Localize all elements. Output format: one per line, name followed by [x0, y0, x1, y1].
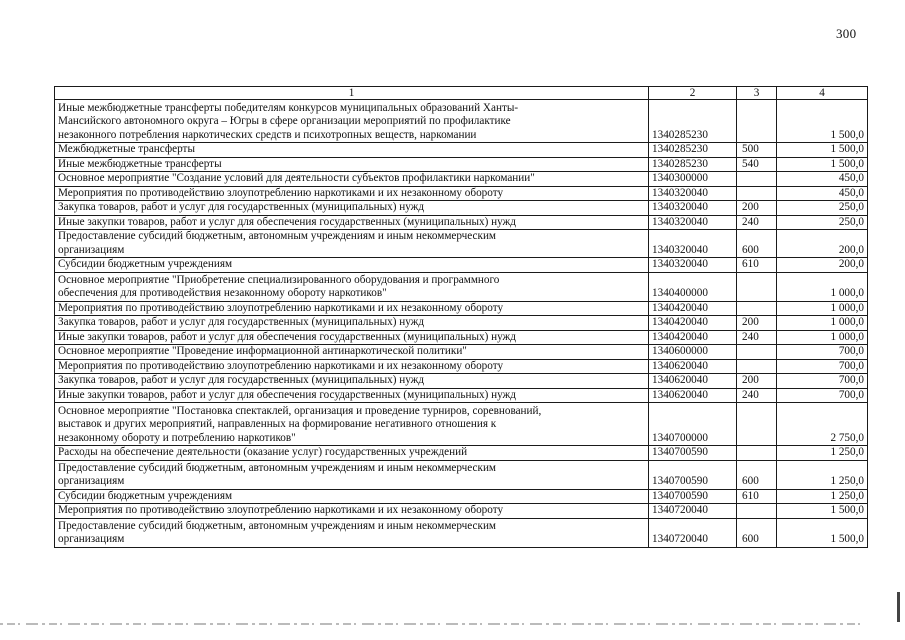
row-sum-cell: 1 000,0	[777, 272, 868, 301]
row-vr-cell: 610	[737, 258, 777, 273]
row-vr-cell	[737, 446, 777, 461]
row-name-cell: Мероприятия по противодействию злоупотреблению наркотиками и их незаконному обороту	[55, 504, 649, 519]
row-vr-cell	[737, 301, 777, 316]
table-row	[55, 489, 868, 504]
row-sum-cell: 2 750,0	[777, 403, 868, 446]
row-vr-cell: 500	[737, 143, 777, 158]
row-vr-cell	[737, 403, 777, 446]
row-sum-cell: 1 000,0	[777, 316, 868, 331]
table-row	[55, 504, 868, 519]
header-col-2: 2	[649, 87, 737, 100]
table-row	[55, 403, 868, 446]
row-csr-cell: 1340600000	[649, 345, 737, 360]
row-sum-cell: 1 000,0	[777, 330, 868, 345]
scan-noise-line	[0, 620, 905, 640]
table-row	[55, 186, 868, 201]
row-csr-cell: 1340320040	[649, 201, 737, 216]
row-vr-cell	[737, 272, 777, 301]
table-row	[55, 258, 868, 273]
row-sum-cell: 1 000,0	[777, 301, 868, 316]
row-name-cell: Основное мероприятие "Проведение информационной антинаркотической политики"	[55, 345, 649, 360]
row-name-cell: Мероприятия по противодействию злоупотреблению наркотиками и их незаконному обороту	[55, 186, 649, 201]
budget-table	[54, 86, 868, 548]
table-row	[55, 388, 868, 403]
row-vr-cell: 600	[737, 230, 777, 258]
row-csr-cell: 1340620040	[649, 359, 737, 374]
row-vr-cell	[737, 100, 777, 143]
row-csr-cell: 1340320040	[649, 230, 737, 258]
row-csr-cell: 1340700000	[649, 403, 737, 446]
table-row	[55, 215, 868, 230]
row-name-cell: Закупка товаров, работ и услуг для государственных (муниципальных) нужд	[55, 316, 649, 331]
row-sum-cell: 450,0	[777, 172, 868, 187]
page-number: 300	[836, 26, 857, 41]
row-vr-cell	[737, 186, 777, 201]
table-row	[55, 359, 868, 374]
row-vr-cell: 240	[737, 388, 777, 403]
row-sum-cell: 1 500,0	[777, 143, 868, 158]
row-name-cell: Иные закупки товаров, работ и услуг для обеспечения государственных (муниципальных) нужд	[55, 215, 649, 230]
row-sum-cell: 200,0	[777, 230, 868, 258]
row-vr-cell: 200	[737, 316, 777, 331]
row-name-cell: Основное мероприятие "Создание условий для деятельности субъектов профилактики наркомании"	[55, 172, 649, 187]
row-vr-cell: 240	[737, 330, 777, 345]
row-name-cell: Основное мероприятие "Постановка спектаклей, организация и проведение турниров, соревнований, выставок и других мероприятий, направленных на формирование негативного отношения к незаконному обороту и потреблению наркотиков"	[55, 403, 649, 446]
header-col-4: 4	[777, 87, 868, 100]
row-name-cell: Предоставление субсидий бюджетным, автономным учреждениям и иным некоммерческим организациям	[55, 230, 649, 258]
row-csr-cell: 1340420040	[649, 330, 737, 345]
row-vr-cell	[737, 172, 777, 187]
row-sum-cell: 700,0	[777, 388, 868, 403]
row-sum-cell: 1 500,0	[777, 100, 868, 143]
row-name-cell: Иные межбюджетные трансферты	[55, 157, 649, 172]
row-name-cell: Мероприятия по противодействию злоупотреблению наркотиками и их незаконному обороту	[55, 301, 649, 316]
row-csr-cell: 1340300000	[649, 172, 737, 187]
row-name-cell: Иные закупки товаров, работ и услуг для обеспечения государственных (муниципальных) нужд	[55, 330, 649, 345]
table-row	[55, 201, 868, 216]
table-row	[55, 143, 868, 158]
table-row	[55, 272, 868, 301]
table-row	[55, 157, 868, 172]
row-csr-cell: 1340420040	[649, 301, 737, 316]
row-sum-cell: 450,0	[777, 186, 868, 201]
table-row	[55, 301, 868, 316]
row-csr-cell: 1340285230	[649, 100, 737, 143]
row-csr-cell: 1340320040	[649, 186, 737, 201]
row-name-cell: Основное мероприятие "Приобретение специализированного оборудования и программного обеспечения для противодействия незаконному обороту наркотиков"	[55, 272, 649, 301]
row-csr-cell: 1340620040	[649, 374, 737, 389]
header-col-3: 3	[737, 87, 777, 100]
row-name-cell: Предоставление субсидий бюджетным, автономным учреждениям и иным некоммерческим организациям	[55, 460, 649, 489]
row-sum-cell: 700,0	[777, 374, 868, 389]
row-csr-cell: 1340420040	[649, 316, 737, 331]
row-name-cell: Иные межбюджетные трансферты победителям конкурсов муниципальных образований Ханты- Мансийского автономного округа – Югры в сфере организации мероприятий по профилактике незаконного потребления наркотических средств и психотропных веществ, наркомании	[55, 100, 649, 143]
row-csr-cell: 1340700590	[649, 489, 737, 504]
table-row	[55, 316, 868, 331]
header-col-1: 1	[55, 87, 649, 100]
row-csr-cell: 1340720040	[649, 518, 737, 547]
row-csr-cell: 1340320040	[649, 215, 737, 230]
row-name-cell: Закупка товаров, работ и услуг для государственных (муниципальных) нужд	[55, 201, 649, 216]
table-row	[55, 230, 868, 258]
row-csr-cell: 1340285230	[649, 157, 737, 172]
row-name-cell: Закупка товаров, работ и услуг для государственных (муниципальных) нужд	[55, 374, 649, 389]
row-sum-cell: 1 500,0	[777, 518, 868, 547]
row-vr-cell	[737, 345, 777, 360]
table-row	[55, 172, 868, 187]
row-csr-cell: 1340400000	[649, 272, 737, 301]
table-row	[55, 345, 868, 360]
row-name-cell: Расходы на обеспечение деятельности (оказание услуг) государственных учреждений	[55, 446, 649, 461]
row-csr-cell: 1340285230	[649, 143, 737, 158]
row-name-cell: Субсидии бюджетным учреждениям	[55, 258, 649, 273]
row-sum-cell: 1 250,0	[777, 460, 868, 489]
row-csr-cell: 1340700590	[649, 446, 737, 461]
row-sum-cell: 200,0	[777, 258, 868, 273]
table-body	[55, 100, 868, 548]
table-row	[55, 518, 868, 547]
row-vr-cell: 540	[737, 157, 777, 172]
scan-edge-mark	[897, 592, 900, 622]
row-vr-cell: 600	[737, 518, 777, 547]
row-vr-cell: 240	[737, 215, 777, 230]
row-name-cell: Субсидии бюджетным учреждениям	[55, 489, 649, 504]
row-name-cell: Мероприятия по противодействию злоупотреблению наркотиками и их незаконному обороту	[55, 359, 649, 374]
row-sum-cell: 250,0	[777, 201, 868, 216]
row-vr-cell	[737, 359, 777, 374]
row-sum-cell: 700,0	[777, 359, 868, 374]
table-row	[55, 460, 868, 489]
row-sum-cell: 700,0	[777, 345, 868, 360]
row-vr-cell	[737, 504, 777, 519]
row-vr-cell: 200	[737, 201, 777, 216]
row-csr-cell: 1340320040	[649, 258, 737, 273]
row-vr-cell: 600	[737, 460, 777, 489]
row-name-cell: Межбюджетные трансферты	[55, 143, 649, 158]
row-name-cell: Предоставление субсидий бюджетным, автономным учреждениям и иным некоммерческим организациям	[55, 518, 649, 547]
table-header-row	[55, 87, 868, 100]
table-row	[55, 446, 868, 461]
table-row	[55, 100, 868, 143]
row-vr-cell: 200	[737, 374, 777, 389]
table-row	[55, 374, 868, 389]
row-csr-cell: 1340700590	[649, 460, 737, 489]
row-csr-cell: 1340620040	[649, 388, 737, 403]
row-sum-cell: 1 500,0	[777, 157, 868, 172]
row-vr-cell: 610	[737, 489, 777, 504]
row-name-cell: Иные закупки товаров, работ и услуг для обеспечения государственных (муниципальных) нужд	[55, 388, 649, 403]
row-sum-cell: 250,0	[777, 215, 868, 230]
table-row	[55, 330, 868, 345]
row-csr-cell: 1340720040	[649, 504, 737, 519]
row-sum-cell: 1 250,0	[777, 489, 868, 504]
row-sum-cell: 1 500,0	[777, 504, 868, 519]
row-sum-cell: 1 250,0	[777, 446, 868, 461]
